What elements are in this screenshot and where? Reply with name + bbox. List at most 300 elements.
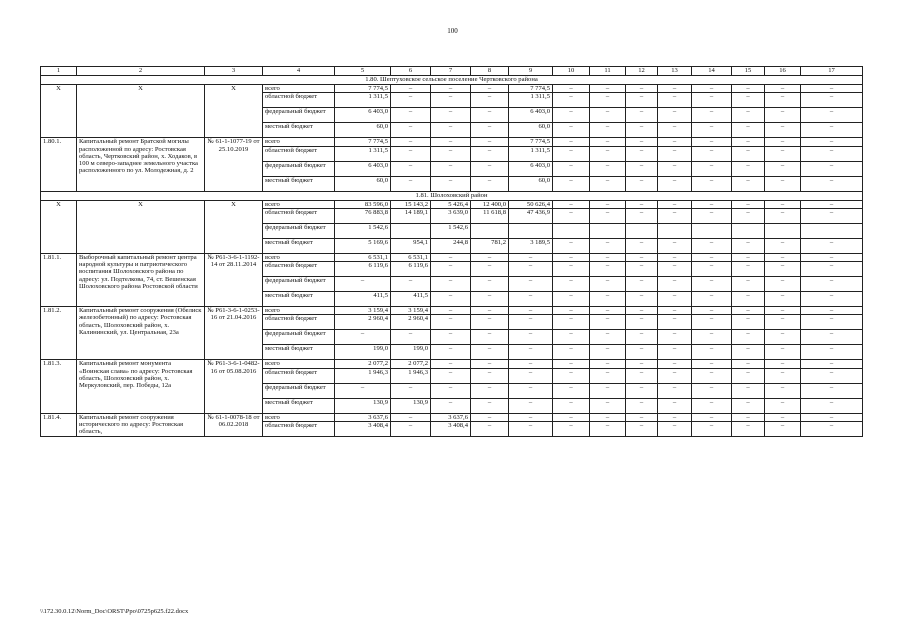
funding-source-label: всего bbox=[263, 200, 335, 208]
amount-cell: 7 774,5 bbox=[335, 85, 391, 93]
amount-cell: – bbox=[471, 277, 509, 292]
amount-cell: – bbox=[553, 383, 590, 398]
amount-cell: – bbox=[658, 176, 692, 191]
amount-cell: – bbox=[391, 108, 431, 123]
amount-cell: – bbox=[553, 123, 590, 138]
amount-cell: – bbox=[509, 360, 553, 368]
amount-cell: – bbox=[471, 315, 509, 330]
amount-cell: – bbox=[732, 413, 765, 421]
amount-cell: – bbox=[626, 345, 658, 360]
amount-cell: 6 403,0 bbox=[509, 108, 553, 123]
amount-cell: 411,5 bbox=[391, 292, 431, 307]
amount-cell: – bbox=[801, 200, 863, 208]
amount-cell: 60,0 bbox=[335, 176, 391, 191]
amount-cell: – bbox=[692, 422, 732, 437]
amount-cell: – bbox=[471, 138, 509, 146]
funding-source-label: местный бюджет bbox=[263, 398, 335, 413]
amount-cell: – bbox=[732, 383, 765, 398]
amount-cell: – bbox=[658, 277, 692, 292]
amount-cell: – bbox=[765, 383, 801, 398]
amount-cell: – bbox=[553, 262, 590, 277]
amount-cell: – bbox=[658, 360, 692, 368]
amount-cell: – bbox=[765, 277, 801, 292]
amount-cell: – bbox=[431, 315, 471, 330]
item-number: 1.80.1. bbox=[41, 138, 77, 191]
amount-cell bbox=[626, 223, 658, 238]
amount-cell: – bbox=[765, 108, 801, 123]
amount-cell: – bbox=[732, 277, 765, 292]
amount-cell: – bbox=[335, 383, 391, 398]
amount-cell: – bbox=[553, 368, 590, 383]
amount-cell: – bbox=[471, 307, 509, 315]
amount-cell: – bbox=[590, 262, 626, 277]
funding-source-label: местный бюджет bbox=[263, 345, 335, 360]
amount-cell: – bbox=[801, 368, 863, 383]
amount-cell: – bbox=[801, 146, 863, 161]
amount-cell: – bbox=[732, 262, 765, 277]
amount-cell: – bbox=[658, 108, 692, 123]
amount-cell: 199,0 bbox=[335, 345, 391, 360]
amount-cell: – bbox=[765, 413, 801, 421]
amount-cell: – bbox=[391, 138, 431, 146]
amount-cell bbox=[391, 223, 431, 238]
column-number: 17 bbox=[801, 67, 863, 76]
column-number: 10 bbox=[553, 67, 590, 76]
amount-cell: – bbox=[732, 315, 765, 330]
amount-cell: – bbox=[590, 108, 626, 123]
amount-cell: – bbox=[590, 277, 626, 292]
amount-cell: 14 189,1 bbox=[391, 208, 431, 223]
amount-cell: – bbox=[431, 161, 471, 176]
funding-source-label: федеральный бюджет bbox=[263, 277, 335, 292]
amount-cell: – bbox=[692, 146, 732, 161]
amount-cell: – bbox=[732, 208, 765, 223]
column-number: 6 bbox=[391, 67, 431, 76]
amount-cell: – bbox=[626, 360, 658, 368]
amount-cell: – bbox=[391, 413, 431, 421]
amount-cell: – bbox=[590, 161, 626, 176]
amount-cell: – bbox=[732, 398, 765, 413]
amount-cell: 2 960,4 bbox=[391, 315, 431, 330]
amount-cell: – bbox=[801, 138, 863, 146]
document-reference: Х bbox=[205, 85, 263, 138]
amount-cell: 1 311,5 bbox=[509, 93, 553, 108]
amount-cell: – bbox=[431, 262, 471, 277]
amount-cell: – bbox=[471, 146, 509, 161]
amount-cell: – bbox=[431, 398, 471, 413]
column-number: 2 bbox=[77, 67, 205, 76]
amount-cell: 1 946,3 bbox=[391, 368, 431, 383]
amount-cell: – bbox=[765, 360, 801, 368]
amount-cell: 1 946,3 bbox=[335, 368, 391, 383]
amount-cell: – bbox=[626, 315, 658, 330]
amount-cell: – bbox=[471, 123, 509, 138]
amount-cell: – bbox=[553, 277, 590, 292]
amount-cell: – bbox=[471, 345, 509, 360]
amount-cell: – bbox=[590, 383, 626, 398]
amount-cell: – bbox=[692, 253, 732, 261]
amount-cell: – bbox=[626, 307, 658, 315]
amount-cell: – bbox=[553, 360, 590, 368]
column-number-row bbox=[41, 67, 863, 76]
amount-cell: – bbox=[658, 93, 692, 108]
amount-cell: – bbox=[732, 422, 765, 437]
amount-cell: – bbox=[431, 85, 471, 93]
item-description: Х bbox=[77, 200, 205, 253]
amount-cell: – bbox=[765, 368, 801, 383]
funding-source-label: областной бюджет bbox=[263, 368, 335, 383]
amount-cell: – bbox=[471, 398, 509, 413]
amount-cell: – bbox=[553, 422, 590, 437]
amount-cell: – bbox=[590, 93, 626, 108]
amount-cell: 954,1 bbox=[391, 238, 431, 253]
amount-cell: – bbox=[391, 277, 431, 292]
amount-cell: 3 637,6 bbox=[431, 413, 471, 421]
amount-cell: – bbox=[626, 383, 658, 398]
amount-cell: – bbox=[801, 398, 863, 413]
amount-cell: – bbox=[553, 315, 590, 330]
amount-cell: 244,8 bbox=[431, 238, 471, 253]
funding-source-label: местный бюджет bbox=[263, 123, 335, 138]
amount-cell: – bbox=[391, 146, 431, 161]
item-number: Х bbox=[41, 85, 77, 138]
amount-cell: – bbox=[391, 330, 431, 345]
amount-cell: 3 637,6 bbox=[335, 413, 391, 421]
amount-cell: – bbox=[801, 123, 863, 138]
amount-cell: – bbox=[692, 208, 732, 223]
amount-cell: 6 531,1 bbox=[391, 253, 431, 261]
document-reference: № Р61-3-6-1-0253-16 от 21.04.2016 bbox=[205, 307, 263, 360]
amount-cell: – bbox=[626, 253, 658, 261]
funding-source-label: федеральный бюджет bbox=[263, 383, 335, 398]
amount-cell bbox=[692, 223, 732, 238]
amount-cell: – bbox=[509, 315, 553, 330]
amount-cell: – bbox=[626, 277, 658, 292]
amount-cell: – bbox=[553, 413, 590, 421]
column-number: 8 bbox=[471, 67, 509, 76]
amount-cell: – bbox=[732, 345, 765, 360]
amount-cell: – bbox=[626, 123, 658, 138]
amount-cell: – bbox=[801, 93, 863, 108]
amount-cell: – bbox=[471, 292, 509, 307]
amount-cell: – bbox=[431, 176, 471, 191]
amount-cell: – bbox=[732, 85, 765, 93]
amount-cell: 2 077,2 bbox=[335, 360, 391, 368]
amount-cell: – bbox=[590, 330, 626, 345]
amount-cell: – bbox=[692, 398, 732, 413]
amount-cell: – bbox=[801, 238, 863, 253]
amount-cell: – bbox=[391, 422, 431, 437]
amount-cell: – bbox=[658, 315, 692, 330]
amount-cell: – bbox=[431, 123, 471, 138]
document-reference: № Р61-3-6-1-1192-14 от 28.11.2014 bbox=[205, 253, 263, 306]
amount-cell: – bbox=[732, 330, 765, 345]
amount-cell: 11 618,8 bbox=[471, 208, 509, 223]
amount-cell: 15 143,2 bbox=[391, 200, 431, 208]
amount-cell: – bbox=[471, 383, 509, 398]
amount-cell: 60,0 bbox=[335, 123, 391, 138]
section-title: 1.81. Шолоховский район bbox=[41, 191, 863, 200]
amount-cell: – bbox=[692, 383, 732, 398]
amount-cell: – bbox=[509, 383, 553, 398]
amount-cell: – bbox=[658, 398, 692, 413]
column-number: 12 bbox=[626, 67, 658, 76]
amount-cell: – bbox=[692, 176, 732, 191]
amount-cell: – bbox=[431, 307, 471, 315]
amount-cell: – bbox=[391, 161, 431, 176]
amount-cell: – bbox=[626, 85, 658, 93]
amount-cell: 5 426,4 bbox=[431, 200, 471, 208]
amount-cell: – bbox=[553, 108, 590, 123]
amount-cell: – bbox=[692, 360, 732, 368]
amount-cell: 7 774,5 bbox=[335, 138, 391, 146]
funding-source-label: всего bbox=[263, 85, 335, 93]
amount-cell: – bbox=[732, 176, 765, 191]
amount-cell: – bbox=[801, 330, 863, 345]
amount-cell: – bbox=[509, 307, 553, 315]
amount-cell: – bbox=[553, 208, 590, 223]
funding-source-label: областной бюджет bbox=[263, 315, 335, 330]
column-number: 4 bbox=[263, 67, 335, 76]
amount-cell: – bbox=[692, 307, 732, 315]
section-title: 1.80. Шептуховское сельское поселение Чертковского района bbox=[41, 76, 863, 85]
document-reference: Х bbox=[205, 200, 263, 253]
amount-cell bbox=[732, 223, 765, 238]
amount-cell: – bbox=[590, 360, 626, 368]
amount-cell: 83 596,0 bbox=[335, 200, 391, 208]
amount-cell: – bbox=[626, 330, 658, 345]
column-number: 7 bbox=[431, 67, 471, 76]
amount-cell: 1 311,5 bbox=[335, 93, 391, 108]
amount-cell: – bbox=[732, 108, 765, 123]
amount-cell: – bbox=[732, 200, 765, 208]
section-title-row bbox=[41, 191, 863, 200]
amount-cell: 7 774,5 bbox=[509, 85, 553, 93]
amount-cell bbox=[590, 223, 626, 238]
amount-cell: – bbox=[471, 85, 509, 93]
amount-cell: – bbox=[732, 123, 765, 138]
amount-cell: – bbox=[692, 85, 732, 93]
column-number: 9 bbox=[509, 67, 553, 76]
item-number: 1.81.2. bbox=[41, 307, 77, 360]
amount-cell: – bbox=[658, 307, 692, 315]
amount-cell: – bbox=[553, 200, 590, 208]
amount-cell: 12 400,0 bbox=[471, 200, 509, 208]
amount-cell: 3 159,4 bbox=[391, 307, 431, 315]
amount-cell: 50 626,4 bbox=[509, 200, 553, 208]
amount-cell: – bbox=[692, 238, 732, 253]
amount-cell: – bbox=[590, 200, 626, 208]
amount-cell: – bbox=[553, 85, 590, 93]
amount-cell: – bbox=[509, 398, 553, 413]
funding-source-label: федеральный бюджет bbox=[263, 108, 335, 123]
amount-cell: – bbox=[626, 176, 658, 191]
amount-cell: – bbox=[692, 368, 732, 383]
amount-cell: – bbox=[553, 146, 590, 161]
amount-cell: – bbox=[590, 176, 626, 191]
amount-cell: – bbox=[732, 360, 765, 368]
amount-cell: 6 403,0 bbox=[509, 161, 553, 176]
funding-source-label: местный бюджет bbox=[263, 176, 335, 191]
amount-cell: 5 169,6 bbox=[335, 238, 391, 253]
amount-cell: – bbox=[626, 146, 658, 161]
amount-cell: – bbox=[626, 422, 658, 437]
funding-source-label: местный бюджет bbox=[263, 238, 335, 253]
table-row bbox=[41, 138, 863, 146]
amount-cell: – bbox=[658, 238, 692, 253]
amount-cell: – bbox=[553, 307, 590, 315]
amount-cell bbox=[658, 223, 692, 238]
amount-cell: – bbox=[626, 93, 658, 108]
amount-cell: – bbox=[801, 345, 863, 360]
amount-cell: – bbox=[801, 292, 863, 307]
amount-cell bbox=[801, 223, 863, 238]
amount-cell: – bbox=[471, 368, 509, 383]
table-row bbox=[41, 85, 863, 93]
amount-cell: 411,5 bbox=[335, 292, 391, 307]
amount-cell: – bbox=[732, 146, 765, 161]
amount-cell: – bbox=[626, 262, 658, 277]
amount-cell: – bbox=[590, 138, 626, 146]
amount-cell: – bbox=[626, 200, 658, 208]
amount-cell: 6 403,0 bbox=[335, 161, 391, 176]
amount-cell: – bbox=[801, 360, 863, 368]
amount-cell: – bbox=[553, 292, 590, 307]
amount-cell: – bbox=[765, 307, 801, 315]
amount-cell: 130,9 bbox=[335, 398, 391, 413]
funding-source-label: всего bbox=[263, 307, 335, 315]
amount-cell: – bbox=[509, 253, 553, 261]
amount-cell: 1 542,6 bbox=[335, 223, 391, 238]
amount-cell: – bbox=[391, 383, 431, 398]
amount-cell: – bbox=[801, 253, 863, 261]
amount-cell: – bbox=[626, 413, 658, 421]
amount-cell: – bbox=[509, 368, 553, 383]
amount-cell: – bbox=[590, 208, 626, 223]
column-number: 13 bbox=[658, 67, 692, 76]
amount-cell: – bbox=[801, 422, 863, 437]
amount-cell: 3 639,0 bbox=[431, 208, 471, 223]
amount-cell: – bbox=[590, 315, 626, 330]
amount-cell: – bbox=[553, 161, 590, 176]
amount-cell: – bbox=[590, 253, 626, 261]
amount-cell: – bbox=[765, 398, 801, 413]
amount-cell: – bbox=[765, 345, 801, 360]
amount-cell: – bbox=[765, 85, 801, 93]
amount-cell: – bbox=[471, 422, 509, 437]
funding-source-label: федеральный бюджет bbox=[263, 223, 335, 238]
item-number: 1.81.3. bbox=[41, 360, 77, 413]
amount-cell: – bbox=[590, 307, 626, 315]
amount-cell: 3 159,4 bbox=[335, 307, 391, 315]
amount-cell: – bbox=[658, 383, 692, 398]
amount-cell: – bbox=[626, 108, 658, 123]
amount-cell: – bbox=[765, 208, 801, 223]
item-number: Х bbox=[41, 200, 77, 253]
amount-cell: 781,2 bbox=[471, 238, 509, 253]
column-number: 3 bbox=[205, 67, 263, 76]
amount-cell: – bbox=[471, 262, 509, 277]
amount-cell: – bbox=[765, 330, 801, 345]
funding-source-label: всего bbox=[263, 138, 335, 146]
amount-cell: – bbox=[765, 315, 801, 330]
item-description: Выборочный капитальный ремонт центра народной культуры и патриотического воспитания Шолоховского района по адресу: ул. Подтелкова, 74, ст. Вешенская Шолоховского района Ростовской области bbox=[77, 253, 205, 306]
amount-cell: – bbox=[509, 330, 553, 345]
amount-cell: – bbox=[391, 176, 431, 191]
amount-cell: – bbox=[765, 238, 801, 253]
funding-source-label: федеральный бюджет bbox=[263, 161, 335, 176]
amount-cell: – bbox=[431, 146, 471, 161]
amount-cell: – bbox=[431, 292, 471, 307]
amount-cell: – bbox=[801, 208, 863, 223]
amount-cell: – bbox=[590, 146, 626, 161]
amount-cell: – bbox=[658, 208, 692, 223]
amount-cell: – bbox=[335, 330, 391, 345]
amount-cell: – bbox=[801, 383, 863, 398]
amount-cell: – bbox=[765, 161, 801, 176]
amount-cell: – bbox=[658, 422, 692, 437]
amount-cell: – bbox=[431, 330, 471, 345]
column-number: 15 bbox=[732, 67, 765, 76]
amount-cell: – bbox=[692, 123, 732, 138]
amount-cell: – bbox=[692, 200, 732, 208]
item-description: Капитальный ремонт Братской могилы расположенной по адресу: Ростовская область, Чертковский район, х. Ходаков, в 100 м северо-западнее земельного участка расположенного по ул. Молодежная, д. 2 bbox=[77, 138, 205, 191]
amount-cell: – bbox=[391, 85, 431, 93]
amount-cell: 6 403,0 bbox=[335, 108, 391, 123]
page-number: 100 bbox=[447, 27, 458, 35]
amount-cell bbox=[509, 223, 553, 238]
amount-cell: – bbox=[765, 262, 801, 277]
amount-cell: – bbox=[391, 123, 431, 138]
column-number: 14 bbox=[692, 67, 732, 76]
amount-cell: – bbox=[801, 108, 863, 123]
amount-cell: – bbox=[658, 345, 692, 360]
amount-cell: – bbox=[692, 277, 732, 292]
amount-cell: – bbox=[553, 330, 590, 345]
amount-cell: – bbox=[692, 413, 732, 421]
amount-cell: – bbox=[801, 85, 863, 93]
item-description: Капитальный ремонт сооружения (Обелиск железобетонный) по адресу: Ростовская область, Шолоховский район, х. Калининский, ул. Центральная, 23а bbox=[77, 307, 205, 360]
funding-source-label: областной бюджет bbox=[263, 262, 335, 277]
amount-cell: – bbox=[658, 368, 692, 383]
amount-cell: – bbox=[732, 138, 765, 146]
amount-cell: – bbox=[553, 238, 590, 253]
amount-cell: – bbox=[732, 238, 765, 253]
amount-cell: – bbox=[801, 413, 863, 421]
amount-cell: – bbox=[553, 253, 590, 261]
section-title-row bbox=[41, 76, 863, 85]
amount-cell: – bbox=[658, 85, 692, 93]
amount-cell: – bbox=[765, 123, 801, 138]
amount-cell: – bbox=[590, 422, 626, 437]
budget-table bbox=[40, 66, 863, 437]
amount-cell: – bbox=[765, 176, 801, 191]
amount-cell: – bbox=[765, 253, 801, 261]
amount-cell: – bbox=[765, 422, 801, 437]
amount-cell: – bbox=[692, 138, 732, 146]
amount-cell: – bbox=[732, 368, 765, 383]
table-row bbox=[41, 253, 863, 261]
amount-cell: 2 960,4 bbox=[335, 315, 391, 330]
amount-cell: – bbox=[692, 262, 732, 277]
amount-cell: – bbox=[801, 315, 863, 330]
amount-cell: – bbox=[658, 262, 692, 277]
amount-cell: – bbox=[626, 368, 658, 383]
funding-source-label: областной бюджет bbox=[263, 208, 335, 223]
amount-cell: – bbox=[431, 360, 471, 368]
amount-cell: – bbox=[658, 161, 692, 176]
amount-cell: – bbox=[509, 262, 553, 277]
